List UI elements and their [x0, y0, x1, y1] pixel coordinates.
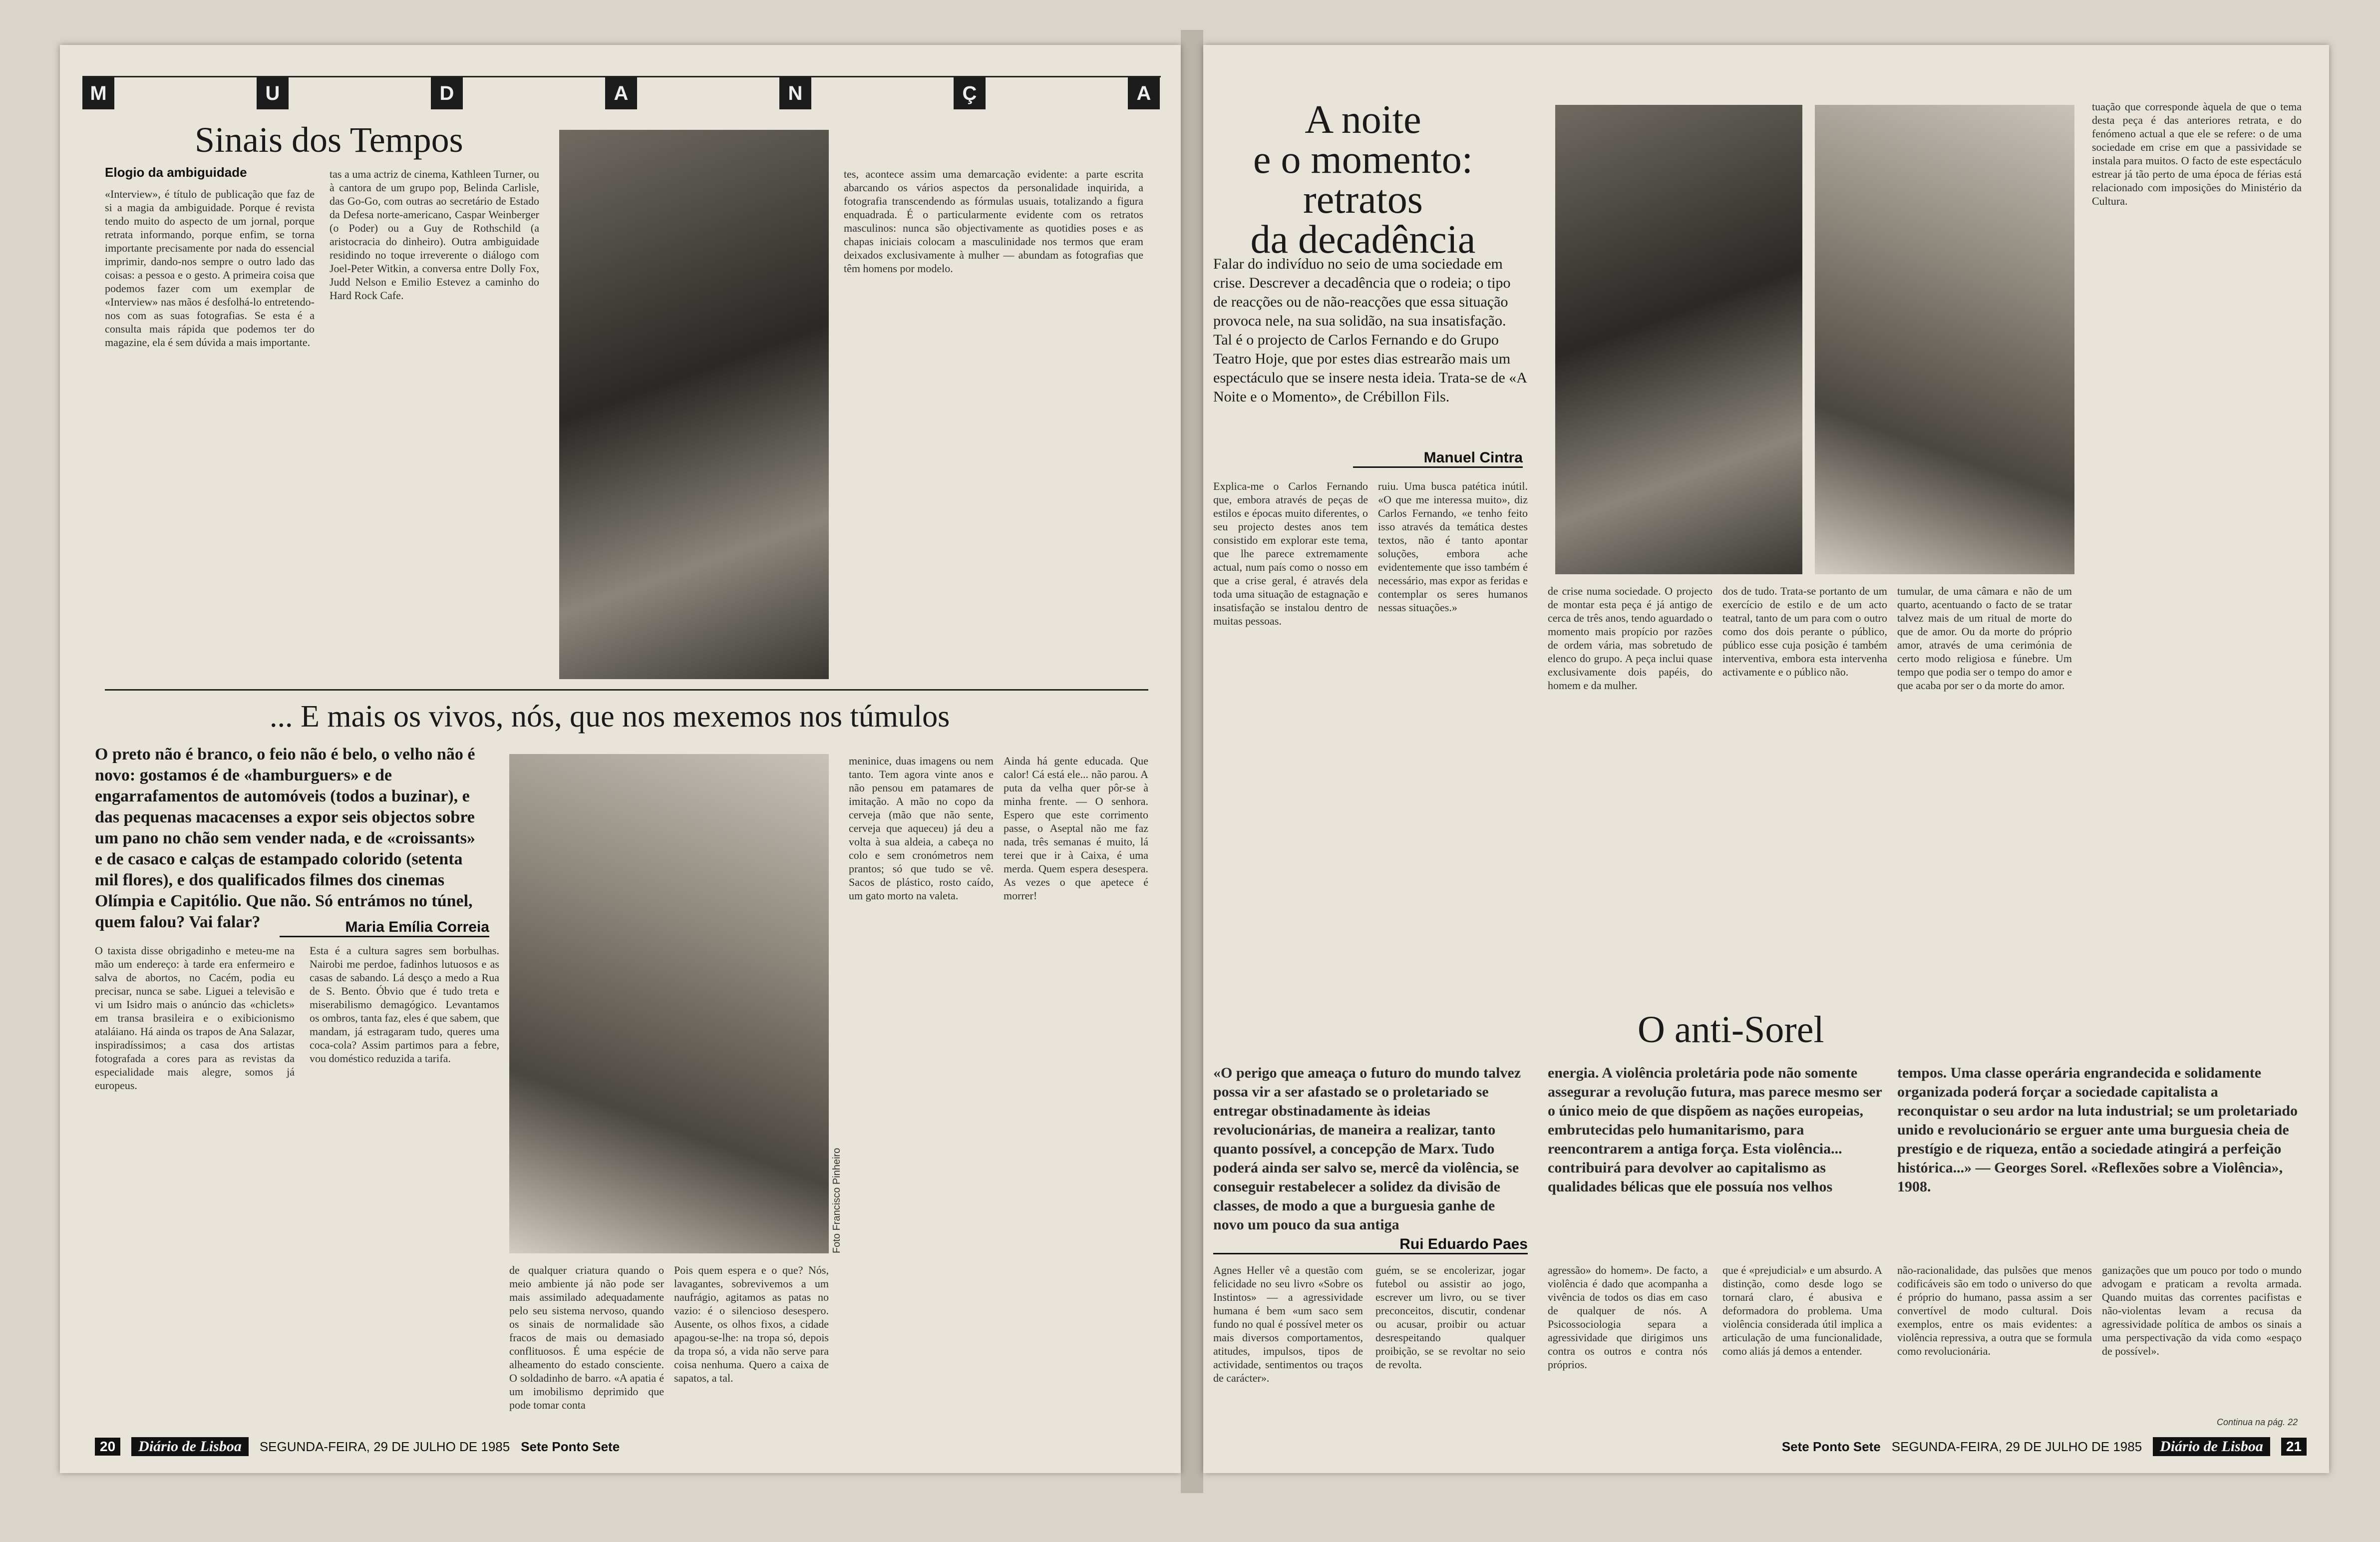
issue-date: SEGUNDA-FEIRA, 29 DE JULHO DE 1985	[1891, 1439, 2142, 1454]
photo-credit: Foto Francisco Pinheiro	[831, 1148, 842, 1253]
article-body: dos de tudo. Trata-se portanto de um exercício de estilo e de um acto teatral, tanto de um para com o outro como dos dois perante o público, público esse cuja posição é também interventiva, embora esta intervenha activamente e o público não.	[1722, 585, 1887, 678]
portrait-photo	[559, 130, 829, 679]
page-footer	[95, 1436, 1143, 1458]
article-lede: Falar do indivíduo no seio de uma sociedade em crise. Descrever a decadência que o rodeia; o tipo de reacções ou de não-reacções que essa situação provoca nele, na sua solidão, na sua insatisfação. Tal é o projecto de Carlos Fernando e do Grupo Teatro Hoje, que por estes dias estrearão mais um espectáculo que se insere nesta ideia. Trata-se de «A Noite e o Momento», de Crébillon Fils.	[1213, 256, 1527, 405]
article-subtitle: Elogio da ambiguidade	[105, 165, 247, 180]
title-line: da decadência	[1250, 218, 1476, 262]
article-lede: O preto não é branco, o feio não é belo, o velho não é novo: gostamos é de «hamburguers» e de engarrafamentos de automóveis (todos a buzinar), e das pequenas macacenses a expor seis objectos sobre um pano no chão sem vender nada, e de «croissants» e de casaco e calças de estampado colorido (setenta mil flores), e dos qualificados filmes dos cinemas Olímpia e Capitólio. Que não. Só entrámos no túnel, quem falou? Vai falar?	[95, 745, 475, 931]
masthead: Diário de Lisboa	[131, 1437, 249, 1456]
article-body: Ainda há gente educada. Que calor! Cá está ele... não parou. A puta da velha quer pôr-se à minha frente. — O senhora. Espero que este corrimento passe, o Aseptal não me faz nada, três semanas é muito, lá terei que ir à Caixa, é uma merda. Quem espera desespera. As vezes o que apetece é morrer!	[1004, 755, 1148, 902]
article-body: que é «prejudicial» e um absurdo. A distinção, como desde logo se tornará claro, é abusiva e deformadora do problema. Uma violência considerada útil implica a articulação de uma funcionalidade, como aliás já demos a entender.	[1722, 1264, 1882, 1357]
title-line: A noite	[1305, 98, 1421, 142]
actress-photo	[1815, 105, 2074, 574]
article-body: agressão» do homem». De facto, a violência é dado que acompanha a vivência de todos os dias em caso de qualquer de nós. A Psicossociologia separa a agressividade que dirigimos uns contra os outros e contra nós próprios.	[1548, 1264, 1707, 1371]
article-body: Esta é a cultura sagres sem borbulhas. Nairobi me perdoe, fadinhos lutuosos e as casas de sabando. Lá desço a medo a Rua de S. Bento. Óbvio que é tudo treta e miserabilismo demagógico. Levantamos os ombros, tanta faz, eles é que sabem, que mandam, já estragaram tudo, queres uma coca-cola? Assim partimos para a febre, vou doméstico reduzida a tarifa.	[310, 944, 499, 1065]
left-page	[60, 45, 1181, 1473]
section-name: Sete Ponto Sete	[521, 1439, 620, 1454]
bar-scene-photo	[509, 754, 829, 1253]
article-body: de crise numa sociedade. O projecto de montar esta peça é já antigo de cerca de três anos, tendo aguardado o momento mais propício por razões de ordem vária, mas sobretudo de elenco do grupo. A peça inclui quase exclusivamente dois papéis, do homem e da mulher.	[1548, 585, 1712, 692]
article-body: ruiu. Uma busca patética inútil. «O que me interessa muito», diz Carlos Fernando, «e tenho feito isso através da temática destes textos, não é tanto apontar soluções, embora ache evidentemente que isso também é necessário, mas expor as feridas e contemplar os seres humanos nessas situações.»	[1378, 480, 1528, 614]
title-line: e o momento:	[1253, 138, 1473, 182]
quote-text: «O perigo que ameaça o futuro do mundo talvez possa vir a ser afastado se o proletariado se entregar obstinadamente às ideias revolucionárias, de maneira a realizar, tanto quanto possível, a concepção de Marx. Tudo poderá ainda ser salvo se, mercê da violência, se conseguir restabelecer a solidez da divisão de classes, de modo a que a burguesia ganhe de novo um pouco da sua antiga	[1213, 1065, 1521, 1233]
byline: Manuel Cintra	[1353, 449, 1523, 468]
article-title: O anti-Sorel	[1638, 1009, 1824, 1051]
section-letter: U	[257, 77, 289, 109]
issue-date: SEGUNDA-FEIRA, 29 DE JULHO DE 1985	[259, 1439, 510, 1454]
article-body: O taxista disse obrigadinho e meteu-me na mão um endereço: à tarde era enfermeiro e salva de abortos, no Cacém, podia eu precisar, nunca se sabe. Liguei a televisão e vi um Isidro mais o anúncio das «chiclets» em transa brasileira e o exibicionismo ataláiano. Há ainda os trapos de Ana Salazar, inspiradíssimos; a casa dos artistas fotografada a cores para as revistas da especialidade mais alegre, somos já europeus.	[95, 944, 295, 1092]
section-letter: A	[605, 77, 637, 109]
masthead: Diário de Lisboa	[2153, 1437, 2270, 1456]
section-letter: D	[431, 77, 463, 109]
byline: Rui Eduardo Paes	[1213, 1236, 1528, 1254]
right-page	[1203, 45, 2329, 1473]
article-body: tes, acontece assim uma demarcação evidente: a parte escrita abarcando os vários aspectos da personalidade inquirida, a fotografia transcendendo as fórmulas usuais, totalizando a figura enquadrada. É o particularmente evidente com os retratos masculinos: nunca são objectivamente as quotidies poses e as chapas iniciais colocam a masculinidade nos termos que eram deixados exclusivamente à mulher — abundam as fotografias que têm homens por modelo.	[844, 168, 1143, 275]
page-footer	[1528, 1436, 2307, 1458]
article-title: ... E mais os vivos, nós, que nos mexemos nos túmulos	[270, 700, 950, 734]
article-body: «Interview», é título de publicação que faz de si a magia da ambiguidade. Porque é revista tendo muito do aspecto de um jornal, porque retrata informando, porque enfim, se torna importante precisamente por nada do essencial imprimir, dando-nos sempre o outro lado das coisas: a pessoa e o gesto. A primeira coisa que podemos fazer com um exemplar de «Interview» nas mãos é desfolhá-lo entretendo-nos com as suas fotografias. Se esta é a consulta mais rápida que podemos ter do magazine, ela é sem dúvida a mais importante.	[105, 188, 315, 349]
section-letter: N	[779, 77, 811, 109]
actor-photo	[1555, 105, 1802, 574]
page-gutter	[1181, 30, 1203, 1493]
article-body: guém, se se encolerizar, jogar futebol ou assistir ao jogo, escrever um livro, ou se tiver preconceitos, discutir, condenar ou acusar, proibir ou actuar desrespeitando qualquer proibição, se se revoltar no seio de revolta.	[1375, 1264, 1525, 1371]
article-body: tumular, de uma câmara e não de um quarto, acentuando o facto de se tratar talvez mais de um ritual de morte do que de amor. Ou da morte do próprio amor, através de uma cerimónia de certo modo religiosa e fúnebre. Um tempo que podia ser o tempo do amor e que acaba por ser o da morte do amor.	[1897, 585, 2072, 692]
article-body: de qualquer criatura quando o meio ambiente já não pode ser mais assimilado adequadamente pelo seu sistema nervoso, quando os sinais de normalidade são fracos de mais ou demasiado conflituosos. É uma espécie de alheamento do estado consciente. O soldadinho de barro. «A apatia é um imobilismo deprimido que pode tomar conta	[509, 1264, 664, 1411]
title-line: retratos	[1303, 178, 1423, 222]
article-body: ganizações que um pouco por todo o mundo advogam e praticam a revolta armada. Quando muitas das correntes pacifistas e não-violentas levam a recusa da agressividade política de ambos os sinais a uma perspectivação da vida como «espaço de possível».	[2102, 1264, 2302, 1357]
article-body: Pois quem espera e o que? Nós, lavagantes, sobrevivemos a um naufrágio, agitamos as patas no vazio: é o silencioso desespero. Ausente, os olhos fixos, a cidade apagou-se-lhe: na tropa só, depois da tropa só, a vida não serve para coisa nenhuma. Quero a caixa de sapatos, a tal.	[674, 1264, 829, 1384]
quote-text: energia. A violência proletária pode não somente assegurar a revolução futura, mas parece mesmo ser o único meio de que dispõem as nações europeias, embrutecidas pelo humanitarismo, para reencontrarem a antiga força. Esta violência... contribuirá para devolver ao capitalismo as qualidades bélicas que ele possuía nos velhos	[1548, 1065, 1882, 1195]
section-letter: M	[82, 77, 114, 109]
article-body: não-racionalidade, das pulsões que menos codificáveis são em todo o universo do que é próprio do humano, passa assim a ser convertível de modo cultural. Dois exemplos, entre os mais evidentes: a violência repressiva, a outra que se formula como revolucionária.	[1897, 1264, 2092, 1357]
article-title	[1223, 100, 1503, 260]
page-number: 20	[95, 1438, 120, 1456]
article-title: Sinais dos Tempos	[195, 120, 463, 160]
byline: Maria Emília Correia	[280, 919, 489, 937]
article-body: Agnes Heller vê a questão com felicidade no seu livro «Sobre os Instintos» — a agressividade humana é bem «um saco sem fundo no qual é possível meter os mais diversos comportamentos, atitudes, impulsos, tipos de actividade, sentimentos ou traços de carácter».	[1213, 1264, 1363, 1384]
section-letter: Ç	[954, 77, 986, 109]
article-body: tas a uma actriz de cinema, Kathleen Turner, ou à cantora de um grupo pop, Belinda Carlisle, das Go-Go, com outras ao secretário de Estado da Defesa norte-americano, Caspar Weinberger (o Poder) ou a Guy de Rothschild (a aristocracia do dinheiro). Outra ambiguidade residindo no toque irreverente o diálogo com Joel-Peter Witkin, a conversa entre Dolly Fox, Judd Nelson e Emilio Estevez a caminho do Hard Rock Cafe.	[330, 168, 539, 302]
article-body: meninice, duas imagens ou nem tanto. Tem agora vinte anos e não pensou em patamares de imitação. A mão no copo da cerveja (mão que não sente, cerveja que aqueceu) já deu a volta à sua aldeia, a cabeça no colo e sem cronómetros nem prantos; só que tudo se vê. Sacos de plástico, rosto caído, um gato morto na valeta.	[849, 755, 994, 902]
section-name: Sete Ponto Sete	[1781, 1439, 1881, 1454]
page-number: 21	[2281, 1438, 2307, 1456]
section-header	[82, 76, 1161, 112]
divider	[105, 689, 1148, 691]
section-letter: A	[1128, 77, 1160, 109]
article-body: Explica-me o Carlos Fernando que, embora através de peças de estilos e épocas muito diferentes, o seu projecto destes anos tem consistido em explorar este tema, que lhe parece extremamente actual, num país como o nosso em que a crise geral, é através dela toda uma situação de estagnação e insatisfação se instalou dentro de muitas pessoas.	[1213, 480, 1368, 627]
article-body: tuação que corresponde àquela de que o tema desta peça é das anteriores retrata, e do fenómeno actual a que ele se refere: o de uma sociedade em crise em que a passividade se instala para muitos. O facto de este espectáculo estrear já tão perto de uma época de férias está relacionado com imposições do Ministério da Cultura.	[2092, 100, 2302, 207]
continued-note: Continua na pág. 22	[2217, 1417, 2298, 1427]
quote-text: tempos. Uma classe operária engrandecida e solidamente organizada poderá forçar a sociedade capitalista a reconquistar o seu ardor na luta industrial; se um proletariado unido e revolucionário se erguer ante uma burguesia cheia de prestígio e de riqueza, então a sociedade atingirá a perfeição histórica...» — Georges Sorel. «Reflexões sobre a Violência», 1908.	[1897, 1065, 2298, 1195]
